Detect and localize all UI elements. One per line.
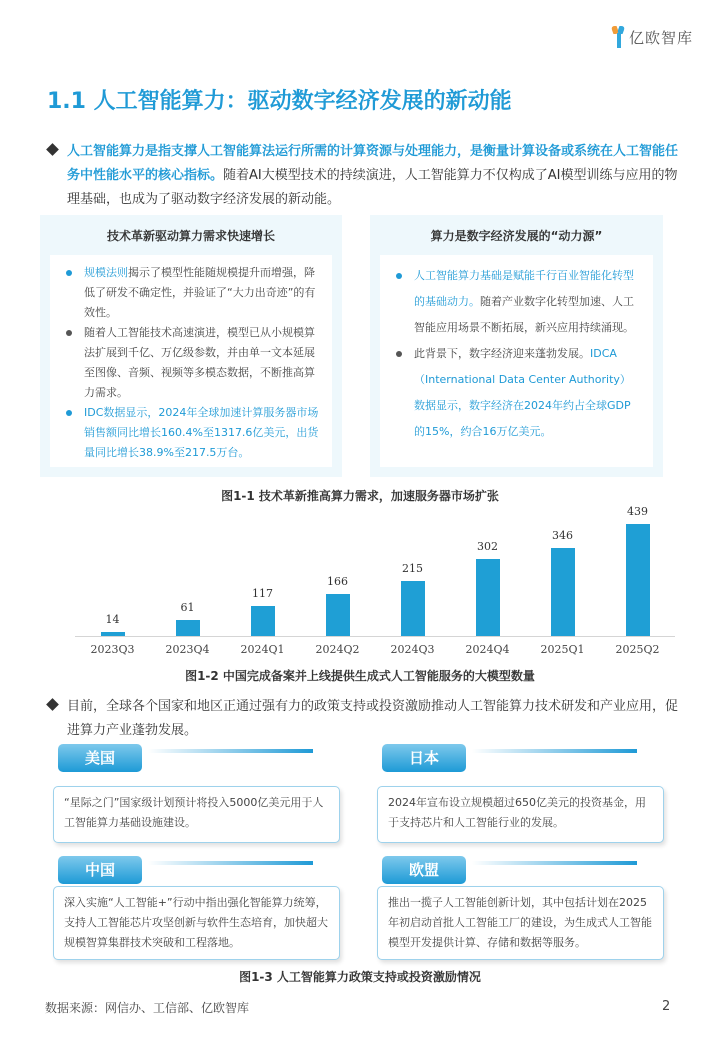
region-tab: 中国 (58, 856, 142, 884)
decorative-line (148, 861, 313, 865)
item-highlight: 人工智能算力基础是赋能千行百业智能化转型的基础动力。 (414, 269, 634, 308)
bar (551, 548, 575, 636)
decorative-line (472, 749, 637, 753)
bullet-dot-icon (396, 273, 402, 279)
item-highlight: IDC数据显示，2024年全球加速计算服务器市场销售额同比增长160.4%至1317.6亿美元，出货量同比增长38.9%至217.5万台。 (84, 406, 319, 459)
figure3-caption: 图1-3 人工智能算力政策支持或投资激励情况 (239, 970, 481, 984)
policy-intro-text: 目前，全球各个国家和地区正通过强有力的政策支持或投资激励推动人工智能算力技术研发和产业应用，促进算力产业蓬勃发展。 (67, 699, 679, 738)
bar-group (525, 529, 600, 636)
x-tick-label: 2024Q4 (465, 643, 510, 656)
decorative-line (472, 861, 637, 865)
bar-value-label: 439 (627, 505, 648, 518)
bar-value-label: 166 (327, 574, 348, 588)
item-highlight: 规模法则 (84, 266, 128, 279)
left-panel-body (50, 255, 332, 467)
x-tick-label: 2024Q1 (240, 643, 285, 656)
data-source: 数据来源：网信办、工信部、亿欧智库 (45, 1001, 250, 1015)
region-tab: 日本 (382, 744, 466, 772)
bar-value-label: 117 (252, 587, 273, 601)
policy-intro-paragraph (45, 695, 685, 743)
bar (476, 559, 500, 636)
logo-text: 亿欧智库 (629, 28, 694, 47)
policy-text: “星际之门”国家级计划预计将投入5000亿美元用于人工智能算力基础设施建设。 (53, 786, 340, 843)
figure2-caption: 图1-2 中国完成备案并上线提供生成式人工智能服务的大模型数量 (185, 669, 535, 683)
intro-highlight: 人工智能算力是指支撑人工智能算法运行所需的计算资源与处理能力，是衡量计算设备或系统在人工智能任务中性能水平的核心指标。 (67, 144, 679, 183)
left-panel-title: 技术革新驱动算力需求快速增长 (106, 229, 275, 243)
bullet-dot-icon (396, 351, 402, 357)
bar-value-label: 215 (402, 562, 423, 576)
bar-group (300, 575, 375, 636)
right-panel-title: 算力是数字经济发展的“动力源” (430, 229, 603, 243)
bar (326, 594, 350, 636)
logo-icon (612, 26, 626, 48)
page-title: 1.1 人工智能算力：驱动数字经济发展的新动能 (47, 89, 512, 114)
policy-card-usa (43, 744, 338, 844)
bar-group (225, 587, 300, 636)
brand-logo (612, 26, 693, 48)
x-tick-label: 2023Q3 (90, 643, 135, 656)
policy-text: 推出一揽子人工智能创新计划，其中包括计划在2025年初启动首批人工智能工厂的建设，为生成式人工智能模型开发提供计算、存储和数据等服务。 (377, 886, 664, 960)
page-number: 2 (662, 999, 671, 1014)
item-highlight: IDCA（International Data Center Authority）数据显示，数字经济在2024年约占全球GDP的15%，约合16万亿美元。 (414, 347, 631, 438)
intro-text: 随着AI大模型技术的持续演进，人工智能算力不仅构成了AI模型训练与应用的物理基础，也成为了驱动数字经济发展的新动能。 (67, 168, 678, 207)
bar-group (450, 540, 525, 636)
bar-group (600, 505, 675, 636)
item-text: 随着人工智能技术高速演进，模型已从小规模算法扩展到千亿、万亿级参数，并由单一文本延展至图像、音频、视频等多模态数据，不断推高算力需求。 (84, 326, 315, 399)
list-item (394, 263, 641, 341)
right-panel-body (380, 255, 653, 467)
region-tab: 美国 (58, 744, 142, 772)
policy-text: 2024年宣布设立规模超过650亿美元的投资基金，用于支持芯片和人工智能行业的发展。 (377, 786, 664, 843)
bar-value-label: 61 (180, 601, 195, 615)
bar-value-label: 346 (552, 528, 573, 542)
x-tick-label: 2024Q2 (315, 643, 360, 656)
policy-card-china (43, 856, 338, 956)
bar-group (375, 562, 450, 636)
bar (176, 620, 200, 636)
item-text: 揭示了模型性能随规模提升而增强，降低了研发不确定性，并验证了“大力出奇迹”的有效性。 (84, 266, 316, 319)
bar-group (75, 613, 150, 636)
diamond-bullet-icon (46, 143, 59, 156)
x-tick-label: 2023Q4 (165, 643, 210, 656)
intro-paragraph (45, 140, 685, 212)
bar-chart (75, 505, 675, 665)
bullet-dot-icon (66, 410, 72, 416)
x-axis (75, 636, 675, 637)
policy-text: 深入实施“人工智能+”行动中指出强化智能算力统筹，支持人工智能芯片攻坚创新与软件生态培育，加快超大规模智算集群技术突破和工程落地。 (53, 886, 340, 960)
decorative-line (148, 749, 313, 753)
policy-card-eu (367, 856, 662, 956)
item-text: 此背景下，数字经济迎来蓬勃发展。 (414, 347, 590, 360)
list-item (64, 323, 320, 403)
list-item (64, 263, 320, 323)
x-tick-label: 2025Q1 (540, 643, 585, 656)
region-tab: 欧盟 (382, 856, 466, 884)
item-text: 随着产业数字化转型加速、人工智能应用场景不断拓展，新兴应用持续涌现。 (414, 295, 634, 334)
bar-value-label: 302 (477, 539, 498, 553)
right-panel (370, 215, 663, 477)
bullet-dot-icon (66, 330, 72, 336)
bar (626, 524, 650, 636)
diamond-bullet-icon (46, 698, 59, 711)
policy-card-japan (367, 744, 662, 844)
list-item (394, 341, 641, 445)
bullet-dot-icon (66, 270, 72, 276)
bar-value-label: 14 (105, 613, 120, 626)
bar-group (150, 601, 225, 636)
list-item (64, 403, 320, 463)
figure1-caption: 图1-1 技术革新推高算力需求，加速服务器市场扩张 (221, 489, 499, 503)
bar (251, 606, 275, 636)
x-tick-label: 2024Q3 (390, 643, 435, 656)
x-tick-label: 2025Q2 (615, 643, 660, 656)
bar (401, 581, 425, 636)
bar (101, 632, 125, 636)
left-panel (40, 215, 342, 477)
